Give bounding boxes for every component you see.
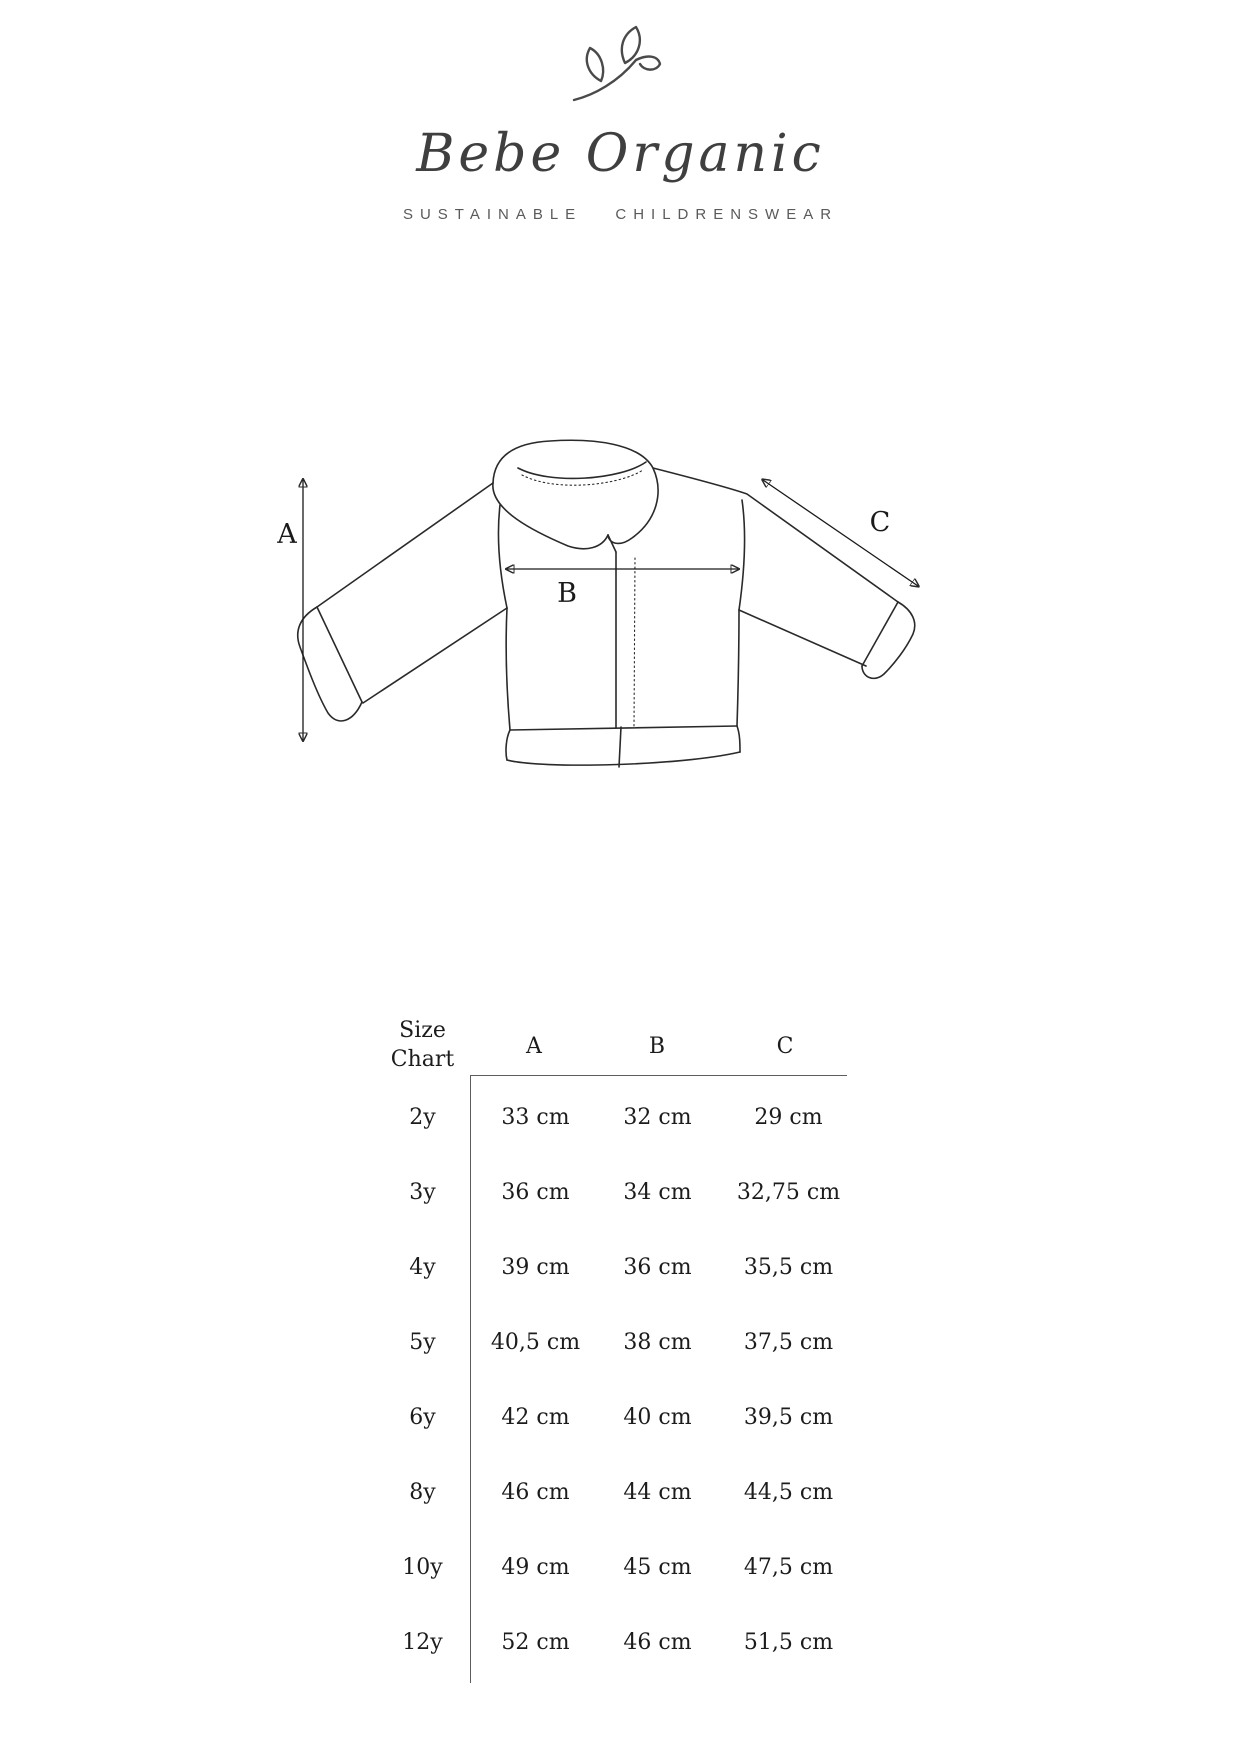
value-b: 36 cm — [623, 1255, 692, 1280]
brand-name: Bebe Organic — [416, 124, 825, 184]
column-header-c: C — [776, 1034, 794, 1059]
measure-label-b: B — [557, 578, 577, 609]
jacket-left-sleeve — [298, 483, 507, 721]
size-chart-title-line2: Chart — [390, 1047, 455, 1072]
table-row — [375, 1305, 854, 1380]
size-label: 2y — [409, 1105, 436, 1130]
value-b: 38 cm — [623, 1330, 692, 1355]
table-row — [375, 1530, 854, 1605]
size-label: 8y — [409, 1480, 436, 1505]
value-c: 39,5 cm — [743, 1405, 834, 1430]
measure-arrow-c — [763, 480, 918, 586]
size-label: 10y — [402, 1555, 443, 1580]
value-a: 36 cm — [501, 1180, 570, 1205]
measure-label-a: A — [277, 519, 297, 550]
value-b: 45 cm — [623, 1555, 692, 1580]
jacket-measurement-diagram — [250, 380, 950, 790]
value-c: 51,5 cm — [743, 1630, 834, 1655]
value-c: 29 cm — [754, 1105, 823, 1130]
measure-label-c: C — [869, 507, 891, 538]
size-chart-title-line1: Size — [399, 1018, 446, 1043]
table-horizontal-rule — [470, 1075, 847, 1076]
value-c: 32,75 cm — [736, 1180, 841, 1205]
value-b: 34 cm — [623, 1180, 692, 1205]
column-header-b: B — [648, 1034, 666, 1059]
value-a: 33 cm — [501, 1105, 570, 1130]
value-a: 49 cm — [501, 1555, 570, 1580]
value-a: 42 cm — [501, 1405, 570, 1430]
value-a: 40,5 cm — [490, 1330, 581, 1355]
size-label: 5y — [409, 1330, 436, 1355]
value-b: 32 cm — [623, 1105, 692, 1130]
value-c: 37,5 cm — [743, 1330, 834, 1355]
brand-tagline: SUSTAINABLE CHILDRENSWEAR — [402, 206, 839, 223]
size-label: 4y — [409, 1255, 436, 1280]
jacket-body — [498, 500, 744, 730]
size-label: 6y — [409, 1405, 436, 1430]
jacket-right-sleeve — [653, 468, 915, 678]
jacket-hem-band — [506, 726, 740, 767]
value-c: 44,5 cm — [743, 1480, 834, 1505]
table-row — [375, 1380, 854, 1455]
value-b: 46 cm — [623, 1630, 692, 1655]
table-row — [375, 1605, 854, 1680]
size-label: 12y — [402, 1630, 443, 1655]
table-row — [375, 1230, 854, 1305]
size-chart-title — [375, 1016, 470, 1074]
jacket-collar — [493, 440, 658, 548]
leaf-branch-icon — [568, 22, 668, 106]
table-row — [375, 1455, 854, 1530]
value-a: 46 cm — [501, 1480, 570, 1505]
value-b: 44 cm — [623, 1480, 692, 1505]
value-b: 40 cm — [623, 1405, 692, 1430]
value-c: 35,5 cm — [743, 1255, 834, 1280]
value-a: 39 cm — [501, 1255, 570, 1280]
value-a: 52 cm — [501, 1630, 570, 1655]
size-chart-rows — [375, 1080, 854, 1680]
table-row — [375, 1155, 854, 1230]
size-label: 3y — [409, 1180, 436, 1205]
column-header-a: A — [526, 1034, 542, 1059]
value-c: 47,5 cm — [743, 1555, 834, 1580]
table-row — [375, 1080, 854, 1155]
